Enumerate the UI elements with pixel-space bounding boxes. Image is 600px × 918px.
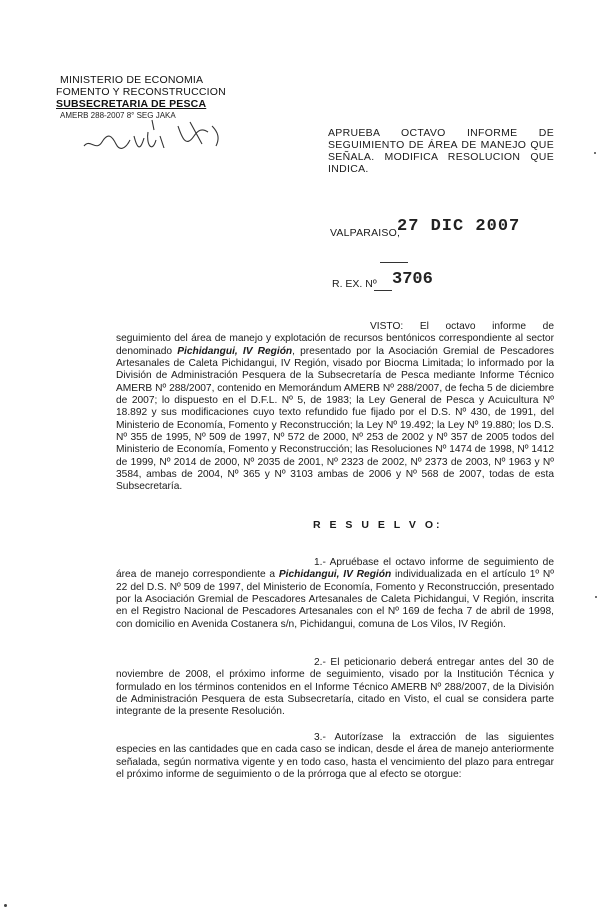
visto-place: Pichidangui, IV Región [177, 345, 293, 357]
scan-speck [594, 152, 596, 154]
resuelvo-item-3: 3.- Autorízase la extracción de las siguientes especies en las cantidades que en cada caso se indican, desde el área de manejo anteriormente señalada, según normativa vigente y en todo caso, hasta el vencimiento del plazo para entregar el próximo informe de seguimiento o de la prórroga que al efecto se otorgue: [116, 732, 554, 781]
resolution-subject: APRUEBA OCTAVO INFORME DE SEGUIMIENTO DE ÁREA DE MANEJO QUE SEÑALA. MODIFICA RESOLUCION QUE INDICA. [328, 127, 554, 175]
header-ministry: MINISTERIO DE ECONOMIA [60, 74, 204, 86]
place-label: VALPARAISO, [330, 227, 401, 239]
item1-text-b: individualizada en el artículo 1º Nº 22 del D.S. Nº 509 de 1997, del Ministerio de Economía, Fomento y Reconstrucción, presentado por la Asociación Gremial de Pescadores Artesanales de Caleta Pichidangui, V Región, inscrita en el Registro Nacional de Pescadores Artesanales con el Nº 169 de fecha 7 de abril de 1998, con domicilio en Avenida Costanera s/n, Pichidangui, comuna de Los Vilos, IV Región. [116, 569, 555, 630]
header-reference: AMERB 288-2007 8° SEG JAKA [60, 111, 176, 120]
visto-text-a: El octavo informe de seguimiento del área de manejo y explotación de recursos bentónicos correspondiente al sector denominado [116, 321, 554, 357]
rex-mark [380, 262, 408, 263]
visto-paragraph [116, 321, 554, 494]
item1-place: Pichidangui, IV Región [278, 569, 392, 581]
rex-number: 3706 [392, 270, 433, 289]
resuelvo-item-1 [116, 557, 554, 631]
date-stamp: 27 DIC 2007 [397, 217, 521, 236]
visto-lead: VISTO: [370, 321, 404, 332]
rex-label: R. EX. Nº [332, 278, 377, 290]
header-ministry-sub: FOMENTO Y RECONSTRUCCION [56, 86, 226, 98]
scan-speck [595, 596, 597, 598]
header-subsecretaria: SUBSECRETARIA DE PESCA [56, 98, 207, 110]
visto-text-b: , presentado por la Asociación Gremial de Pescadores Artesanales de Caleta Pichidangui, IV Región, visado por Biocma Limitada; lo informado por la División de Administración Pesquera de la Subsecretaría de Pesca mediante Informe Técnico AMERB Nº 288/2007, contenido en Memorándum AMERB Nº 288/2007, de fecha 5 de diciembre de 2007; lo dispuesto en el D.F.L. Nº 5, de 1983; la Ley General de Pesca y Acuicultura Nº 18.892 y sus modificaciones cuyo texto refundido fue fijado por el D.S. Nº 430, de 1991, del Ministerio de Economía, Fomento y Reconstrucción; la Ley Nº 19.492; la Ley Nº 19.880; los D.S. Nº 355 de 1995, Nº 509 de 1997, Nº 572 de 2000, Nº 253 de 2002 y Nº 357 de 2005 todos del Ministerio de Economía, Fomento y Reconstrucción; las Resoluciones Nº 1474 de 1998, Nº 1412 de 1999, Nº 2014 de 2000, Nº 2035 de 2001, Nº 2323 de 2002, Nº 2373 de 2003, Nº 1963 y Nº 3584, ambas de 2004, Nº 365 y Nº 3103 ambas de 2006 y Nº 568 de 2007, todas de esta Subsecretaría. [116, 345, 554, 493]
resuelvo-heading: R E S U E L V O: [313, 519, 443, 531]
item1-text-a: 1.- Apruébase el octavo informe de seguimiento de área de manejo correspondiente a [116, 557, 554, 581]
resuelvo-item-2: 2.- El peticionario deberá entregar antes del 30 de noviembre de 2008, el próximo informe de seguimiento, visado por la Institución Técnica y formulado en los términos contenidos en el Informe Técnico AMERB Nº 288/2007, de la División de Administración Pesquera de esta Subsecretaría, citado en Visto, el cual se considera parte integrante de la presente Resolución. [116, 657, 554, 718]
rex-underline [374, 290, 392, 291]
initials-signature [82, 118, 232, 168]
scan-speck [4, 904, 7, 907]
